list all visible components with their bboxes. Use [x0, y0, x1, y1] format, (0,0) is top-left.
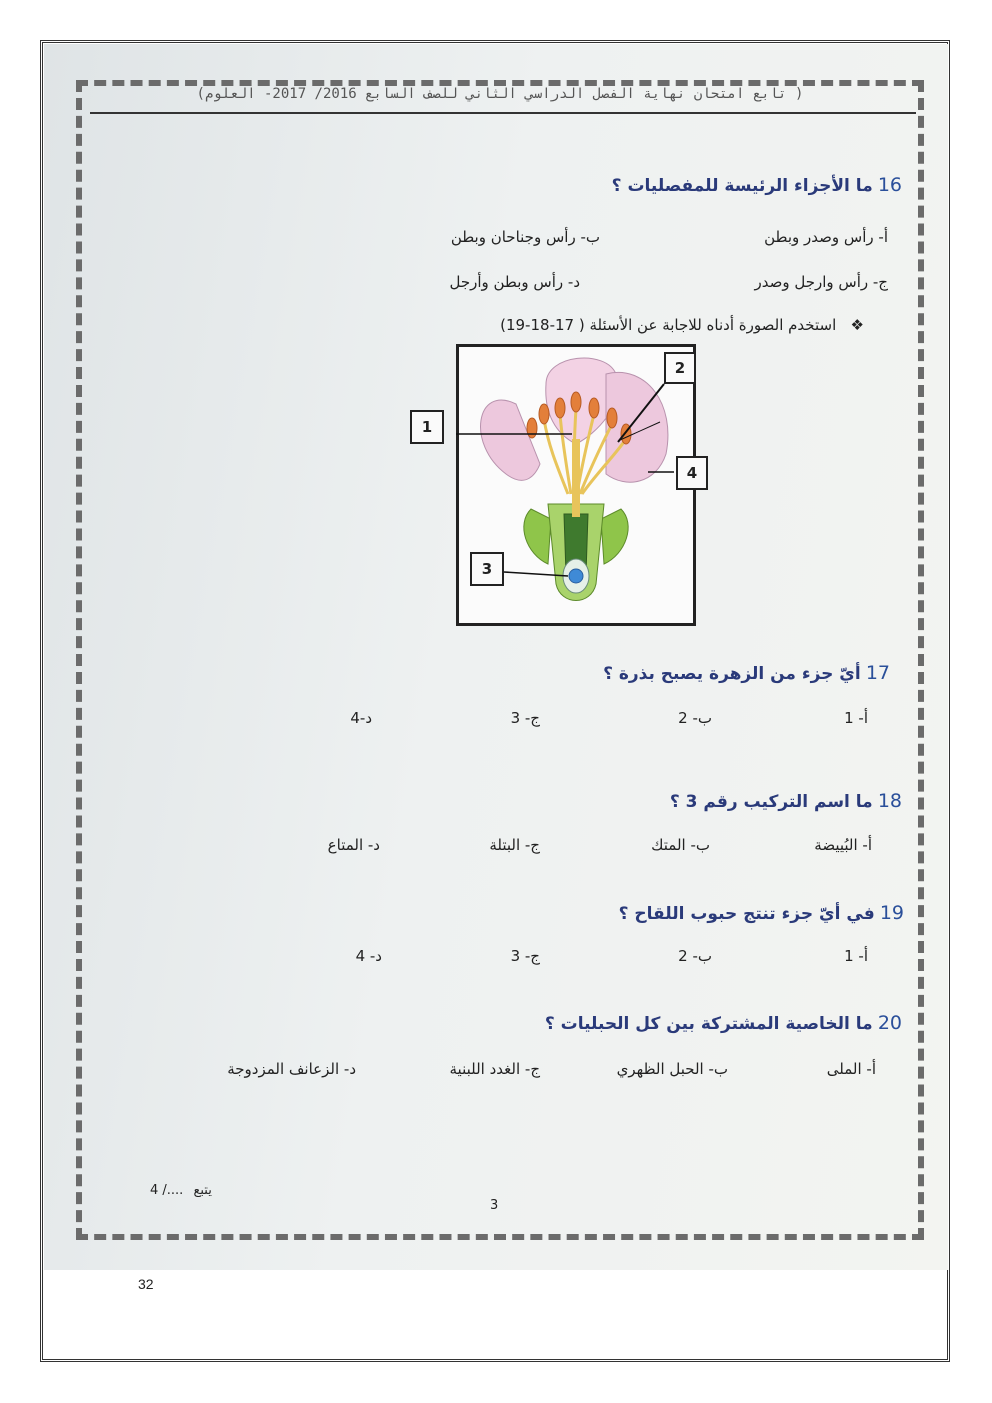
question-18 [670, 790, 902, 812]
option-c: ج- البتلة [489, 836, 540, 854]
option-b: ب- 2 [678, 709, 712, 727]
question-text: ما اسم التركيب رقم 3 ؟ [669, 792, 873, 812]
continue-word: يتبع [193, 1183, 212, 1198]
option-c: ج- الغدد اللبنية [449, 1060, 540, 1078]
option-d: د- الزعانف المزدوجة [227, 1060, 356, 1078]
question-text: ما الخاصية المشتركة بين كل الحبليات ؟ [544, 1014, 873, 1034]
option-a: أ- الملى [826, 1060, 876, 1078]
header-rule [90, 112, 916, 114]
option-b: ب- الحبل الظهري [616, 1060, 728, 1078]
label-1: 1 [410, 410, 444, 444]
exam-header: ( تابع امتحان نهاية الفصل الدراسي الثاني للصف السابع 2016/ 2017- العلوم) [196, 86, 804, 102]
option-a: أ- البُييضة [814, 836, 872, 854]
exam-page-number: 3 [490, 1198, 499, 1213]
option-d: د- 4 [355, 947, 382, 965]
ovule [569, 569, 583, 583]
question-number: 20 [877, 1012, 902, 1034]
option-b: ب- رأس وجناحان وبطن [450, 228, 600, 246]
style [572, 439, 580, 517]
question-number: 19 [879, 902, 904, 924]
continue-page: 4 /.... [150, 1183, 184, 1198]
question-17 [603, 662, 890, 684]
question-19 [619, 902, 904, 924]
option-b: ب- 2 [678, 947, 712, 965]
question-number: 17 [865, 662, 890, 684]
label-4: 4 [676, 456, 708, 490]
question-text: ما الأجزاء الرئيسة للمفصليات ؟ [611, 176, 873, 196]
question-number: 16 [877, 174, 902, 196]
option-a: أ- 1 [844, 947, 868, 965]
continue-note [150, 1183, 212, 1198]
option-d: د- رأس وبطن وأرجل [449, 273, 580, 291]
option-c: ج- 3 [510, 947, 540, 965]
option-d: د-4 [350, 709, 372, 727]
option-d: د- المتاع [327, 836, 380, 854]
diamond-bullet-icon: ❖ [836, 316, 864, 334]
option-c: ج- 3 [510, 709, 540, 727]
question-text: أيّ جزء من الزهرة يصبح بذرة ؟ [603, 664, 861, 684]
label-3: 3 [470, 552, 504, 586]
option-a: أ- رأس وصدر وبطن [764, 228, 888, 246]
instruction [500, 316, 864, 334]
option-a: أ- 1 [844, 709, 868, 727]
question-number: 18 [877, 790, 902, 812]
instruction-text: استخدم الصورة أدناه للاجابة عن الأسئلة ( 17-18-19) [500, 316, 837, 334]
label-2: 2 [664, 352, 696, 384]
document-page-number: 32 [138, 1276, 154, 1292]
question-16 [612, 174, 902, 196]
question-20 [545, 1012, 902, 1034]
option-b: ب- المتك [651, 836, 710, 854]
question-text: في أيّ جزء تنتج حبوب اللقاح ؟ [618, 904, 875, 924]
option-c: ج- رأس وارجل وصدر [754, 273, 888, 291]
